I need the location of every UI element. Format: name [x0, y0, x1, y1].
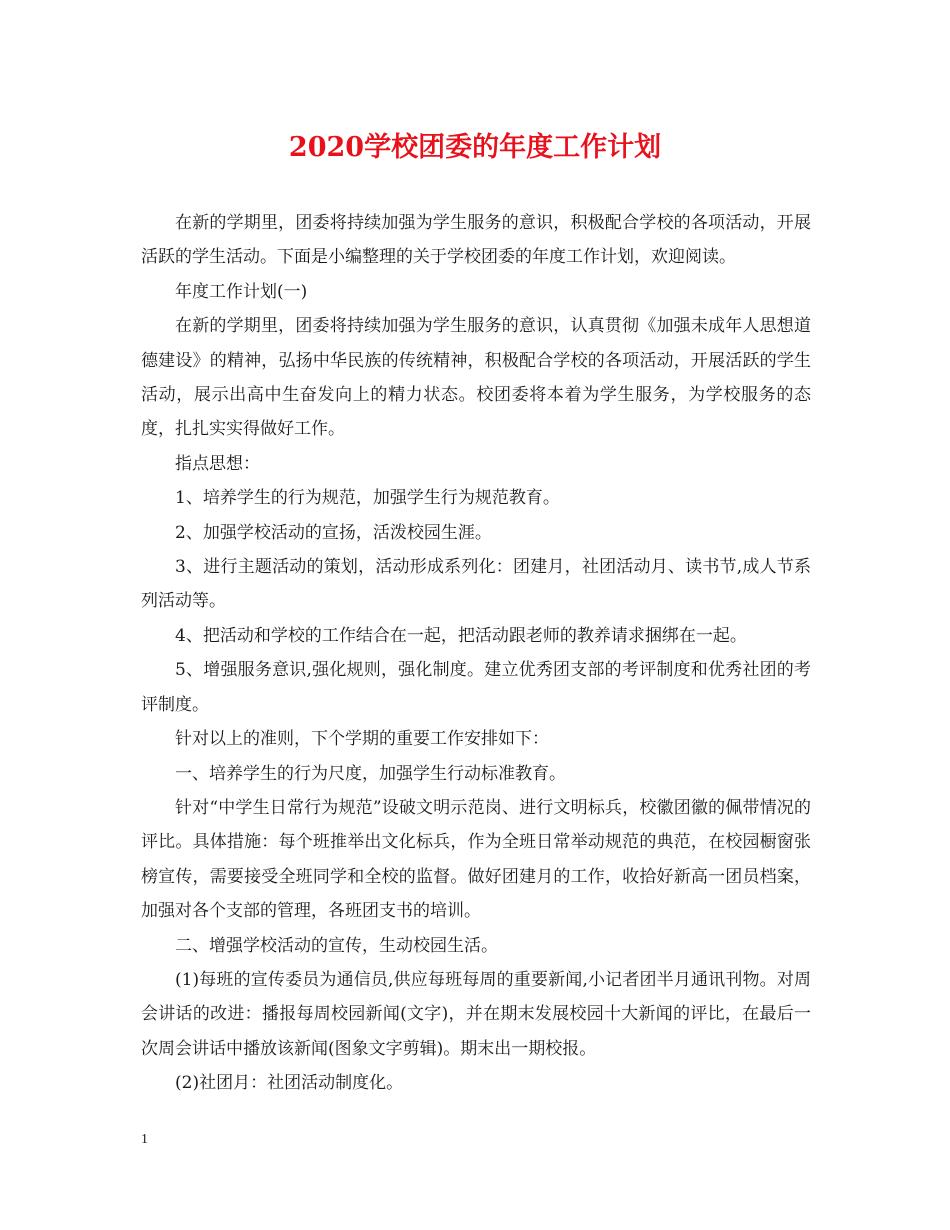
paragraph-section-heading: 年度工作计划(一) — [175, 281, 308, 302]
paragraph-measures: 针对“中学生日常行为规范”设破文明示范岗、进行文明标兵，校徽团徽的佩带情况的评比。具体措施：每个班推举出文化标兵，作为全班日常举动规范的典范，在校园橱窗张榜宣传，需要接受全班同学和全校的监督。做好团建月的工作，收拾好新高一团员档案，加强对各个支部的管理，各班团支书的培训。 — [141, 797, 811, 922]
paragraph-item-2: 2、加强学校活动的宣扬，活泼校园生涯。 — [175, 522, 492, 543]
paragraph-arrangement: 针对以上的准则，下个学期的重要工作安排如下： — [175, 729, 549, 750]
paragraph-intro: 在新的学期里，团委将持续加强为学生服务的意识，积极配合学校的各项活动，开展活跃的学生活动。下面是小编整理的关于学校团委的年度工作计划，欢迎阅读。 — [141, 213, 811, 268]
paragraph-item-4: 4、把活动和学校的工作结合在一起，把活动跟老师的教养请求捆绑在一起。 — [175, 625, 747, 646]
page-number: 1 — [141, 1132, 148, 1147]
paragraph-overview: 在新的学期里，团委将持续加强为学生服务的意识，认真贯彻《加强未成年人思想道德建设》的精神，弘扬中华民族的传统精神，积极配合学校的各项活动，开展活跃的学生活动，展示出高中生奋发向上的精力状态。校团委将本着为学生服务，为学校服务的态度，扎扎实实得做好工作。 — [141, 316, 811, 440]
paragraph-club-month: (2)社团月：社团活动制度化。 — [175, 1073, 404, 1094]
document-title: 2020学校团委的年度工作计划 — [288, 132, 662, 163]
paragraph-item-3: 3、进行主题活动的策划，活动形成系列化：团建月，社团活动月、读书节,成人节系列活动等。 — [141, 557, 811, 612]
paragraph-publicity: (1)每班的宣传委员为通信员,供应每班每周的重要新闻,小记者团半月通讯刊物。对周会讲话的改进：播报每周校园新闻(文字)，并在期末发展校园十大新闻的评比，在最后一次周会讲话中播放该新闻(图象文字剪辑)。期末出一期校报。 — [141, 969, 811, 1059]
paragraph-item-5: 5、增强服务意识,强化规则，强化制度。建立优秀团支部的考评制度和优秀社团的考评制度。 — [141, 660, 811, 715]
paragraph-heading-one: 一、培养学生的行为尺度，加强学生行动标准教育。 — [175, 763, 566, 784]
paragraph-heading-two: 二、增强学校活动的宣传，生动校园生活。 — [175, 935, 498, 956]
paragraph-guiding-thought: 指点思想： — [175, 453, 260, 474]
document-body — [141, 206, 811, 1101]
paragraph-item-1: 1、培养学生的行为规范，加强学生行为规范教育。 — [175, 488, 560, 509]
